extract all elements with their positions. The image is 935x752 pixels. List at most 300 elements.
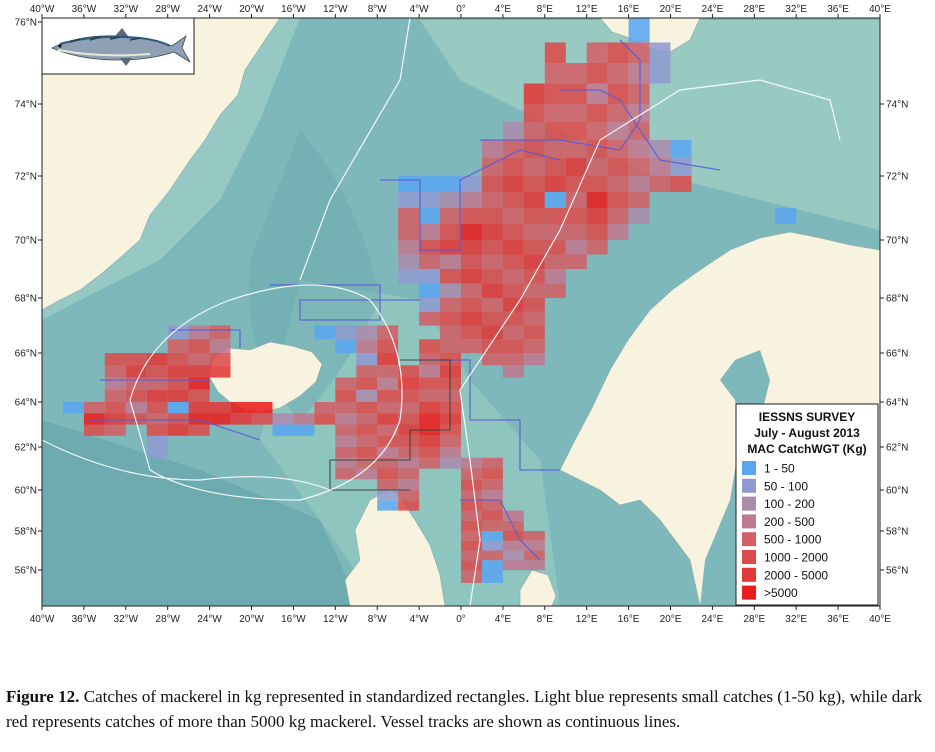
catch-cell (503, 240, 524, 255)
catch-cell (545, 158, 566, 176)
catch-cell (377, 447, 398, 458)
catch-cell (524, 158, 545, 176)
catch-cell (335, 447, 356, 458)
catch-cell (587, 208, 608, 224)
legend (736, 404, 878, 605)
catch-cell (440, 176, 461, 192)
catch-cell (503, 339, 524, 353)
lat-label-right: 68°N (886, 293, 909, 305)
catch-cell (566, 255, 587, 270)
catch-cell (147, 365, 168, 377)
lon-label: 32°E (785, 4, 808, 15)
catch-cell (503, 541, 524, 551)
catch-cell (126, 402, 147, 413)
catch-cell (440, 224, 461, 240)
catch-cell (377, 353, 398, 365)
catch-cell (482, 255, 503, 270)
legend-label: 500 - 1000 (764, 532, 822, 547)
catch-cell (545, 192, 566, 208)
catch-cell (63, 402, 84, 413)
catch-cell (545, 122, 566, 140)
legend-swatch (742, 514, 756, 528)
catch-cell (356, 458, 377, 469)
catch-cell (545, 43, 566, 64)
lon-label: 16°E (617, 614, 640, 625)
catch-cell (377, 413, 398, 424)
catch-cell (650, 63, 671, 84)
lat-label-left: 56°N (14, 565, 37, 577)
catch-cell (524, 541, 545, 551)
catch-cell (105, 425, 126, 436)
catch-cell (105, 390, 126, 402)
catch-cell (629, 63, 650, 84)
legend-label: 2000 - 5000 (764, 568, 829, 583)
catch-cell (482, 511, 503, 521)
catch-cell (524, 176, 545, 192)
catch-cell (419, 436, 440, 447)
catch-cell (377, 469, 398, 480)
catch-cell (461, 326, 482, 340)
legend-swatch (742, 550, 756, 564)
catch-cell (419, 176, 440, 192)
catch-cell (482, 192, 503, 208)
catch-cell (482, 224, 503, 240)
legend-label: 200 - 500 (764, 514, 815, 529)
lat-label-right: 60°N (886, 485, 909, 497)
lon-label: 4°E (494, 614, 512, 625)
catch-cell (147, 390, 168, 402)
catch-cell (587, 104, 608, 122)
catch-cell (608, 104, 629, 122)
catch-cell (377, 402, 398, 413)
catch-cell (419, 224, 440, 240)
lon-label: 12°E (575, 4, 598, 15)
catch-cell (461, 500, 482, 510)
catch-cell (671, 158, 692, 176)
lat-label-right: 62°N (886, 442, 909, 454)
lon-label: 8°W (367, 614, 387, 625)
catch-cell (398, 447, 419, 458)
catch-cell (419, 240, 440, 255)
lon-label: 32°W (113, 4, 139, 15)
catch-cell (105, 353, 126, 365)
catch-cell (356, 378, 377, 390)
catch-cell (545, 176, 566, 192)
catch-cell (608, 192, 629, 208)
catch-cell (503, 560, 524, 570)
legend-period: July - August 2013 (754, 426, 860, 440)
catch-cell (482, 353, 503, 365)
lon-label: 32°W (113, 614, 139, 625)
lon-label: 40°E (869, 614, 891, 625)
catch-cell (545, 269, 566, 284)
catch-cell (398, 192, 419, 208)
catch-cell (503, 284, 524, 299)
catch-cell (168, 402, 189, 413)
lon-label: 28°E (743, 614, 766, 625)
catch-cell (545, 240, 566, 255)
catch-cell (189, 425, 210, 436)
catch-cell (377, 390, 398, 402)
catch-cell (629, 22, 650, 43)
catch-cell (314, 326, 335, 340)
catch-cell (608, 176, 629, 192)
lat-label-right: 56°N (886, 565, 909, 577)
catch-cell (335, 402, 356, 413)
legend-swatch (742, 479, 756, 493)
catch-cell (335, 390, 356, 402)
catch-cell (419, 269, 440, 284)
catch-cell (524, 192, 545, 208)
catch-cell (126, 353, 147, 365)
lon-label: 32°E (785, 614, 808, 625)
catch-cell (252, 413, 273, 424)
lat-label-right: 64°N (886, 397, 909, 409)
catch-cell (273, 413, 294, 424)
catch-cell (440, 269, 461, 284)
catch-cell (210, 402, 231, 413)
catch-cell (377, 378, 398, 390)
catch-cell (189, 378, 210, 390)
lon-label: 4°W (409, 4, 429, 15)
catch-cell (398, 490, 419, 500)
catch-cell (419, 353, 440, 365)
catch-cell (545, 284, 566, 299)
catch-cell (335, 378, 356, 390)
lon-label: 12°E (575, 614, 598, 625)
catch-cell (524, 560, 545, 570)
catch-cell (252, 402, 273, 413)
catch-cell (440, 240, 461, 255)
catch-cell (503, 224, 524, 240)
catch-cell (105, 365, 126, 377)
lon-label: 4°W (409, 614, 429, 625)
catch-cell (503, 353, 524, 365)
catch-cell (168, 413, 189, 424)
lon-label: 12°W (323, 4, 348, 15)
catch-cell (566, 104, 587, 122)
catch-cell (608, 63, 629, 84)
catch-cell (461, 551, 482, 561)
catch-cell (440, 255, 461, 270)
lon-label: 24°E (701, 614, 724, 625)
catch-cell (524, 224, 545, 240)
catch-cell (503, 531, 524, 541)
lat-label-left: 58°N (14, 526, 37, 538)
lon-label: 36°E (827, 614, 849, 625)
catch-cell (482, 469, 503, 480)
lon-label: 36°W (71, 4, 97, 15)
lon-label: 24°W (197, 4, 222, 15)
lat-label-right: 72°N (886, 171, 909, 183)
catch-cell (419, 208, 440, 224)
figure-caption (6, 684, 922, 734)
catch-cell (147, 353, 168, 365)
catch-cell (587, 224, 608, 240)
catch-cell (461, 240, 482, 255)
lat-label-left: 60°N (14, 485, 37, 497)
catch-cell (398, 240, 419, 255)
lat-label-left: 66°N (14, 348, 37, 360)
lat-label-right: 58°N (886, 526, 909, 538)
catch-cell (168, 425, 189, 436)
catch-cell (461, 570, 482, 583)
catch-cell (545, 255, 566, 270)
longitude-labels-bottom (30, 606, 892, 625)
lon-label: 28°E (743, 4, 766, 15)
lat-label-right: 74°N (886, 99, 909, 111)
catch-cell (398, 469, 419, 480)
catch-cell (482, 560, 503, 570)
lon-label: 8°E (536, 614, 553, 625)
catch-cell (482, 240, 503, 255)
lat-label-left: 72°N (14, 171, 37, 183)
catch-cell (461, 255, 482, 270)
catch-cell (671, 140, 692, 158)
catch-cell (524, 208, 545, 224)
catch-cell (524, 339, 545, 353)
catch-cell (419, 192, 440, 208)
catch-cell (524, 551, 545, 561)
catch-cell (587, 43, 608, 64)
catch-cell (524, 531, 545, 541)
legend-swatch (742, 568, 756, 582)
catch-cell (84, 425, 105, 436)
catch-cell (419, 298, 440, 312)
lon-label: 40°E (869, 4, 891, 15)
lat-label-left: 62°N (14, 442, 37, 454)
catch-cell (419, 312, 440, 326)
catch-cell (398, 458, 419, 469)
catch-cell (503, 365, 524, 377)
lon-label: 20°E (659, 614, 682, 625)
catch-cell (356, 413, 377, 424)
catch-cell (629, 104, 650, 122)
catch-cell (566, 84, 587, 105)
catch-cell (440, 208, 461, 224)
catch-cell (545, 140, 566, 158)
legend-label: 50 - 100 (764, 479, 809, 494)
catch-cell (587, 63, 608, 84)
catch-cell (587, 192, 608, 208)
catch-cell (189, 365, 210, 377)
catch-cell (482, 326, 503, 340)
catch-cell (189, 402, 210, 413)
lon-label: 28°W (155, 614, 180, 625)
catch-cell (503, 326, 524, 340)
catch-cell (482, 570, 503, 583)
lon-label: 8°W (367, 4, 387, 15)
catch-cell (524, 240, 545, 255)
catch-cell (419, 378, 440, 390)
catch-cell (377, 500, 398, 510)
catch-cell (356, 402, 377, 413)
catch-cell (398, 176, 419, 192)
catch-cell (356, 326, 377, 340)
lon-label: 40°W (29, 4, 55, 15)
catch-cell (482, 500, 503, 510)
catch-cell (503, 255, 524, 270)
catch-cell (419, 365, 440, 377)
catch-cell (629, 208, 650, 224)
catch-cell (356, 436, 377, 447)
catch-cell (398, 500, 419, 510)
catch-cell (419, 413, 440, 424)
catch-cell (293, 425, 314, 436)
catch-cell (629, 18, 650, 22)
catch-cell (335, 326, 356, 340)
catch-cell (650, 43, 671, 64)
catch-cell (503, 176, 524, 192)
catch-cell (440, 339, 461, 353)
lon-label: 28°W (155, 4, 180, 15)
catch-cell (482, 458, 503, 469)
catch-cell (482, 531, 503, 541)
catch-cell (503, 269, 524, 284)
catch-cell (377, 425, 398, 436)
catch-cell (524, 353, 545, 365)
catch-cell (545, 63, 566, 84)
catch-cell (482, 490, 503, 500)
catch-cell (608, 84, 629, 105)
lon-label: 24°W (197, 614, 222, 625)
catch-cell (524, 122, 545, 140)
lon-label: 20°W (239, 614, 264, 625)
catch-cell (335, 458, 356, 469)
catch-cell (461, 479, 482, 490)
legend-label: 1 - 50 (764, 461, 795, 476)
catch-cell (293, 413, 314, 424)
legend-swatch (742, 586, 756, 600)
catch-cell (168, 378, 189, 390)
catch-cell (587, 240, 608, 255)
catch-cell (482, 284, 503, 299)
catch-cell (147, 402, 168, 413)
catch-cell (440, 436, 461, 447)
lon-label: 0° (456, 614, 466, 625)
catch-cell (503, 192, 524, 208)
catch-cell (210, 365, 231, 377)
catch-cell (356, 390, 377, 402)
catch-cell (629, 158, 650, 176)
catch-cell (545, 104, 566, 122)
catch-cell (335, 469, 356, 480)
catch-cell (419, 284, 440, 299)
legend-swatch (742, 532, 756, 546)
catch-cell (503, 140, 524, 158)
lon-label: 16°W (281, 4, 306, 15)
catch-cell (524, 104, 545, 122)
catch-cell (440, 192, 461, 208)
catch-cell (314, 413, 335, 424)
lat-label-left: 68°N (14, 293, 37, 305)
catch-cell (482, 269, 503, 284)
catch-cell (419, 458, 440, 469)
catch-cell (587, 140, 608, 158)
catch-cell (273, 425, 294, 436)
catch-cell (377, 365, 398, 377)
lon-label: 24°E (701, 4, 724, 15)
catch-cell (587, 158, 608, 176)
catch-cell (84, 402, 105, 413)
legend-swatch (742, 461, 756, 475)
catch-cell (608, 208, 629, 224)
catch-cell (356, 353, 377, 365)
lat-label-left: 64°N (14, 397, 37, 409)
lat-label-left: 76°N (14, 17, 37, 29)
catch-cell (105, 413, 126, 424)
lon-label: 8°E (536, 4, 553, 15)
legend-label: 100 - 200 (764, 497, 815, 512)
mackerel-inset (42, 18, 194, 74)
catch-cell (377, 479, 398, 490)
lat-label-left: 70°N (14, 235, 37, 247)
legend-title: IESSNS SURVEY (758, 410, 856, 424)
catch-cell (335, 413, 356, 424)
catch-cell (168, 353, 189, 365)
catch-cell (461, 560, 482, 570)
catch-cell (461, 284, 482, 299)
legend-variable: MAC CatchWGT (Kg) (747, 442, 867, 456)
catch-cell (608, 158, 629, 176)
catch-cell (503, 208, 524, 224)
catch-cell (314, 402, 335, 413)
catch-cell (482, 521, 503, 531)
catch-cell (461, 298, 482, 312)
catch-cell (566, 240, 587, 255)
catch-cell (461, 458, 482, 469)
catch-cell (168, 390, 189, 402)
catch-cell (629, 140, 650, 158)
catch-cell (419, 402, 440, 413)
catch-cell (147, 378, 168, 390)
catch-cell (440, 447, 461, 458)
legend-label: 1000 - 2000 (764, 550, 829, 565)
catch-cell (189, 413, 210, 424)
catch-cell (105, 378, 126, 390)
catch-cell (629, 192, 650, 208)
catch-cell (775, 208, 796, 224)
catch-cell (210, 326, 231, 340)
lon-label: 20°E (659, 4, 682, 15)
catch-cell (524, 269, 545, 284)
catch-cell (650, 176, 671, 192)
catch-cell (440, 312, 461, 326)
catch-cell (461, 490, 482, 500)
catch-cell (524, 326, 545, 340)
caption-text: Catches of mackerel in kg represented in standardized rectangles. Light blue represents small catches (1-50 kg), while dark red represents catches of more than 5000 kg mackerel. Vessel tracks are shown as continuous lines. (6, 687, 923, 731)
latitude-labels-right (880, 100, 908, 577)
catch-cell (461, 224, 482, 240)
catch-cell (482, 479, 503, 490)
catch-cell (629, 122, 650, 140)
catch-cell (231, 402, 252, 413)
catch-cell (461, 339, 482, 353)
catch-cell (231, 413, 252, 424)
catch-cell (566, 158, 587, 176)
catch-cell (482, 312, 503, 326)
catch-cell (587, 176, 608, 192)
catch-cell (168, 365, 189, 377)
catch-cell (461, 192, 482, 208)
catch-cell (629, 84, 650, 105)
catch-cell (566, 224, 587, 240)
lat-label-left: 74°N (14, 99, 37, 111)
catch-cell (147, 413, 168, 424)
catch-cell (356, 425, 377, 436)
catch-cell (524, 298, 545, 312)
catch-cell (377, 458, 398, 469)
